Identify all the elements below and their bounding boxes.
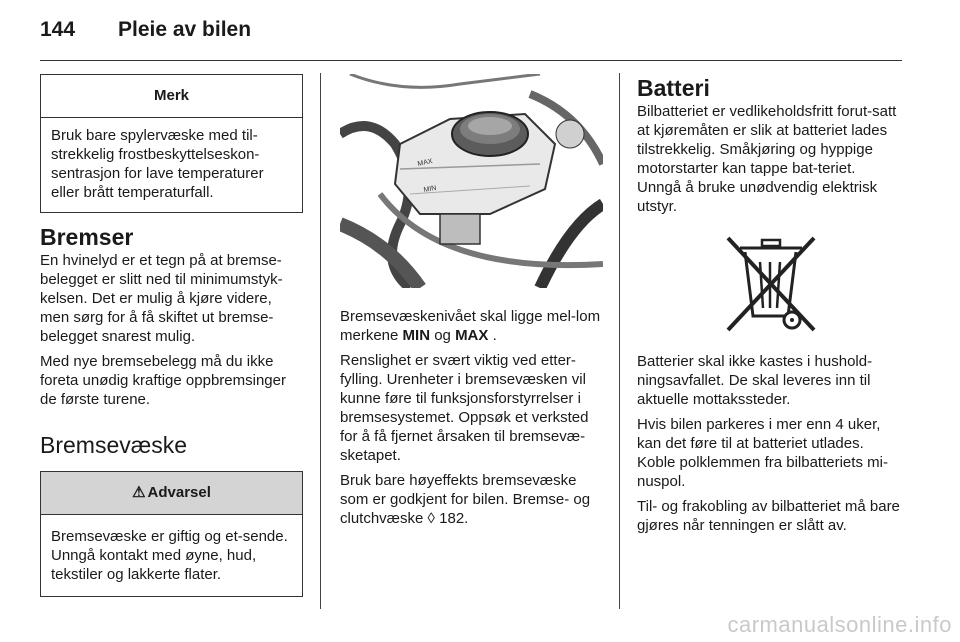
note-heading: Merk <box>41 75 302 118</box>
cleanliness-paragraph: Renslighet er svært viktig ved etter-fylling. Urenheter i bremsevæsken vil kunne føre til funksjonsforstyrrelser i bremsesystemet. Oppsøk et verksted for å få fjernet årsaken til bremsevæ-sketapet. <box>340 352 589 464</box>
fluid-type-text: Bruk bare høyeffekts bremsevæske som er godkjent for bilen. Bremse- og clutchvæske <box>340 472 591 527</box>
warning-label: Advarsel <box>147 484 211 501</box>
note-box <box>40 74 303 213</box>
batteri-paragraph-2: Batterier skal ikke kastes i hushold-ningsavfallet. De skal leveres inn til aktuelle mottakssteder. <box>637 353 873 408</box>
crossed-out-bin-icon <box>718 232 822 336</box>
warning-icon: ⚠ <box>132 484 146 501</box>
level-text-end: . <box>488 327 497 344</box>
note-text: Bruk bare spylervæske med til-strekkelig frostbeskyttelseskon-sentrasjon for lave temperaturer eller brått temperaturfall. <box>51 127 264 201</box>
level-text: Bremsevæskenivået skal ligge mel-lom merkene <box>340 308 601 344</box>
brake-fluid-reservoir-illustration <box>340 74 603 288</box>
page-reference-link[interactable]: 182. <box>434 510 469 527</box>
column-divider <box>320 73 321 609</box>
batteri-paragraph-3: Hvis bilen parkeres i mer enn 4 uker, kan det føre til at batteriet utlades. Koble polklemmen fra bilbatteriets mi-nuspol. <box>637 416 888 490</box>
header-rule <box>40 60 902 61</box>
warning-box <box>40 471 303 597</box>
bremsevaeske-heading: Bremsevæske <box>40 432 187 458</box>
svg-text:MIN: MIN <box>423 184 437 194</box>
column-right <box>637 74 902 535</box>
column-middle <box>340 74 603 528</box>
column-divider <box>619 73 620 609</box>
page-header <box>40 18 251 48</box>
svg-text:MAX: MAX <box>416 157 434 168</box>
warning-heading <box>41 472 302 515</box>
bremser-heading: Bremser <box>40 224 134 250</box>
batteri-heading: Batteri <box>637 75 710 101</box>
page-reference-icon: ◊ <box>427 510 435 527</box>
og-text: og <box>430 327 456 344</box>
warning-text: Bremsevæske er giftig og et-sende. Unngå kontakt med øyne, hud, tekstiler og lakkerte flater. <box>51 528 288 583</box>
watermark: carmanualsonline.info <box>727 612 952 637</box>
column-left <box>40 74 303 597</box>
batteri-paragraph-4: Til- og frakobling av bilbatteriet må bare gjøres når tenningen er slått av. <box>637 498 900 534</box>
min-mark: MIN <box>402 327 431 344</box>
page-number: 144 <box>40 18 76 41</box>
batteri-paragraph-1: Bilbatteriet er vedlikeholdsfritt forut-satt at kjøremåten er slik at batteriet lades tilstrekkelig. Småkjøring og hyppige motorstarter kan tappe bat-teriet. Unngå å bruke unødvendig elektrisk utstyr. <box>637 103 897 215</box>
bremser-paragraph-2: Med nye bremsebelegg må du ikke foreta unødig kraftige oppbremsinger de første turene. <box>40 353 286 408</box>
bremser-paragraph-1: En hvinelyd er et tegn på at bremse-belegget er slitt ned til minimumstyk-kelsen. Det er mulig å kjøre videre, men sørg for å få skiftet ut bremse-belegget snarest mulig. <box>40 252 283 345</box>
max-mark: MAX <box>455 327 489 344</box>
level-paragraph <box>340 307 603 345</box>
fluid-type-paragraph <box>340 471 603 528</box>
page-title: Pleie av bilen <box>118 18 252 41</box>
